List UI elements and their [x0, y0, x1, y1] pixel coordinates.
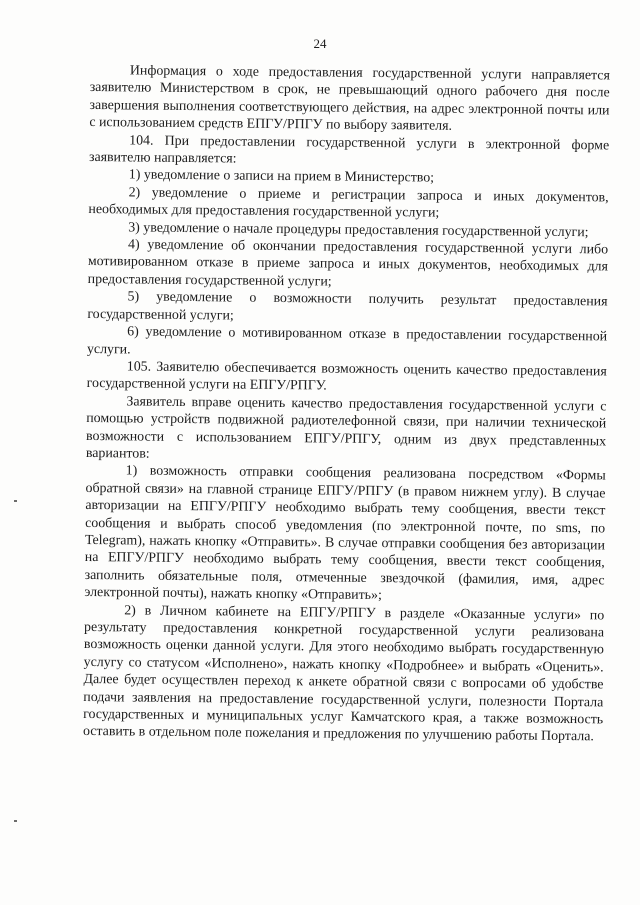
- list-item-5-result-availability: 5) уведомление о возможности получить результат предоставления государственной услуги;: [87, 289, 608, 324]
- list-item-2-registration: 2) уведомление о приеме и регистрации запроса и иных документов, необходимых для предоставления государственной услуги;: [88, 185, 609, 221]
- option-1-feedback-form: 1) возможность отправки сообщения реализована посредством «Формы обратной связи» на главной странице ЕПГУ/РПГУ (в правом нижнем углу). В случае авторизации на ЕПГУ/РПГУ необходимо выбрать тему сообщения, ввести текст сообщения и выбрать способ уведомления (по электронной почте, по sms, по Telegram), нажать кнопку «Отправить». В случае отправки сообщения без авторизации на ЕПГУ/РПГУ необходимо выбрать тему сообщения, ввести текст сообщения, заполнить обязательные поля, отмеченные звездочкой (фамилия, имя, адрес электронной почты), нажать кнопку «Отправить»;: [84, 463, 606, 604]
- list-item-6-refusal: 6) уведомление о мотивированном отказе в предоставлении государственной услуги.: [86, 324, 608, 357]
- scan-margin-mark: [14, 500, 17, 502]
- list-item-1-appointment: 1) уведомление о записи на прием в Министерство;: [128, 167, 435, 187]
- document-body: [83, 62, 610, 746]
- paragraph-105: 105. Заявителю обеспечивается возможность оценить качество предоставления государственной услуги на ЕПГУ/РПГУ.: [86, 359, 607, 394]
- paragraph-104: 104. При предоставлении государственной услуги в электронной форме заявителю направляется:: [88, 133, 610, 167]
- page-number: 24: [313, 36, 327, 51]
- paragraph-info-notification: Информация о ходе предоставления государственной услуги направляется заявителю Министерством в срок, не превышающий одного рабочего дня после завершения выполнения соответствующего действия, на адрес электронной почты или с использованием средств ЕПГУ/РПГУ по выбору заявителя.: [89, 63, 610, 135]
- list-item-4-completion-or-refusal: 4) уведомление об окончании предоставления государственной услуги либо мотивированном отказе в приеме запроса и иных документов, необходимых для предоставления государственной услуги;: [87, 237, 609, 290]
- list-item-3-procedure-start: 3) уведомление о начале процедуры предоставления государственной услуги;: [128, 220, 589, 240]
- paragraph-rating-options: Заявитель вправе оценить качество предоставления государственной услуги с помощью устройств подвижной радиотелефонной связи, при наличии технической возможности с использованием ЕПГУ/РПГУ, одним из двух представленных вариантов:: [85, 394, 607, 462]
- option-2-personal-account: 2) в Личном кабинете на ЕПГУ/РПГУ в разделе «Оказанные услуги» по результату предоставления конкретной государственной услуги реализована возможность оценки данной услуги. Для этого необходимо выбрать государственную услугу со статусом «Исполнено», нажать кнопку «Подробнее» и выбрать «Оценить». Далее будет осуществлен переход к анкете обратной связи с вопросами об удобстве подачи заявления на предоставление государственной услуги, полезности Портала государственных и муниципальных услуг Камчатского края, а также возможность оставить в отдельном поле пожелания и предложения по улучшению работы Портала.: [82, 602, 605, 745]
- scan-margin-mark: [14, 820, 17, 822]
